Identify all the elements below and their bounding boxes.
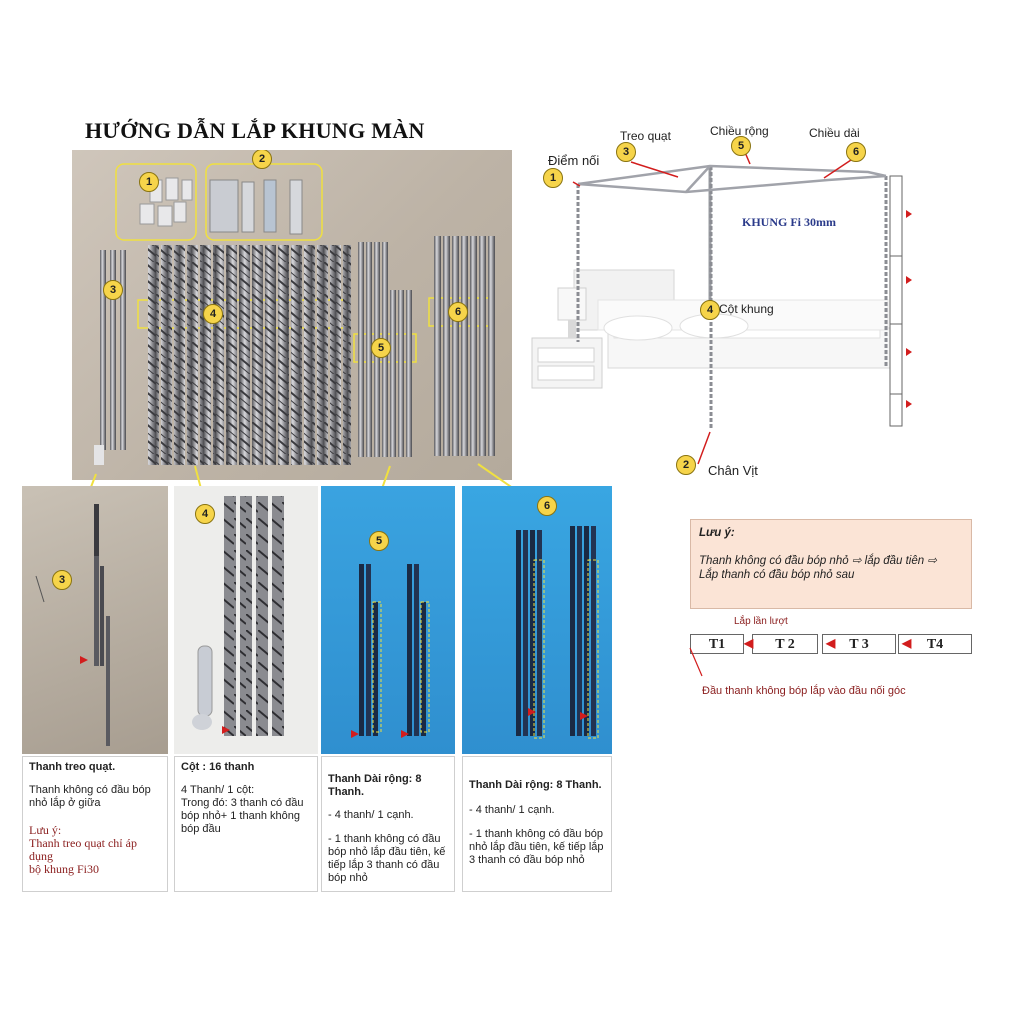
caption4-spacer — [469, 817, 605, 828]
badge-3: 3 — [103, 280, 123, 300]
label-width: Chiều rộng — [710, 124, 769, 138]
segment-t4: T4 — [898, 634, 972, 654]
caption2-line4: bóp đầu — [181, 823, 221, 835]
badge-4: 4 — [203, 304, 223, 324]
caption1-line1: Thanh không có đầu bóp — [29, 784, 151, 796]
caption4-line3: - 1 thanh không có đầu bóp — [469, 828, 603, 840]
bed-diagram — [528, 120, 948, 480]
segment-t1: T1 — [690, 634, 744, 654]
posts-photo — [174, 486, 318, 754]
caption3-line3: - 1 thanh không có đầu — [328, 833, 441, 845]
arrow-left-icon: ◀ — [744, 636, 754, 650]
caption4-title: Thanh Dài rộng: 8 Thanh. — [469, 779, 602, 791]
page-title: HƯỚNG DẪN LẮP KHUNG MÀN — [85, 118, 425, 143]
caption3-line4: bóp nhỏ lắp đầu tiên, kế — [328, 846, 446, 858]
caption2-title: Cột : 16 thanh — [181, 761, 255, 773]
caption1-title: Thanh treo quạt. — [29, 761, 116, 773]
badge-2: 2 — [252, 150, 272, 169]
caption-posts — [174, 756, 318, 892]
caption4-line4: nhỏ lắp đầu tiên, kế tiếp lắp — [469, 841, 604, 853]
parts-photo — [72, 150, 512, 480]
badge-1: 1 — [139, 172, 159, 192]
panel-length-rods — [462, 486, 612, 754]
twisted-posts — [138, 245, 351, 465]
caption-hang-rods — [22, 756, 168, 892]
panel2-badge: 4 — [195, 504, 215, 524]
caption3-title: Thanh Dài rộng: 8 — [328, 773, 422, 785]
badge-post: 4 — [700, 300, 720, 320]
badge-width: 5 — [731, 136, 751, 156]
sequence-footer: Đầu thanh không bóp lắp vào đầu nối góc — [702, 685, 906, 697]
caption3-title2: Thanh. — [328, 786, 365, 798]
caption3-line6: bóp nhỏ — [328, 872, 368, 884]
caption2-line2: Trong đó: 3 thanh có đầu — [181, 797, 304, 809]
parts-photo-drawing — [72, 150, 512, 480]
label-length: Chiều dài — [809, 126, 860, 140]
badge-length: 6 — [846, 142, 866, 162]
caption3-line1: - 4 thanh/ 1 cạnh. — [328, 809, 414, 821]
badge-hang: 3 — [616, 142, 636, 162]
label-joint: Điểm nối — [548, 153, 600, 168]
hang-rods-photo — [22, 486, 168, 754]
badge-6: 6 — [448, 302, 468, 322]
panel1-badge: 3 — [52, 570, 72, 590]
bed-frame-drawing — [528, 120, 948, 480]
caption1-line2: nhỏ lắp ở giữa — [29, 797, 101, 809]
caption3-spacer — [328, 822, 448, 833]
length-rods — [429, 236, 495, 456]
badge-joint: 1 — [543, 168, 563, 188]
caption1-note-title: Lưu ý: — [29, 823, 62, 837]
frame-name: KHUNG Fi 30mm — [742, 215, 836, 229]
arrow-left-icon: ◀ — [826, 636, 836, 650]
sequence-header: Lắp lần lượt — [734, 616, 788, 627]
screw-feet — [206, 164, 322, 240]
caption2-line3: bóp nhỏ+ 1 thanh không — [181, 810, 300, 822]
label-foot: Chân Vịt — [708, 463, 758, 478]
note-line2: Lắp thanh có đầu bóp nhỏ sau — [699, 569, 855, 581]
caption2-line1: 4 Thanh/ 1 cột: — [181, 784, 255, 796]
note-box — [690, 519, 972, 609]
note-title: Lưu ý: — [699, 527, 735, 539]
width-rods-photo — [321, 486, 455, 754]
pointer-line — [684, 646, 714, 680]
panel-posts — [174, 486, 318, 754]
caption4-line5: 3 thanh có đầu bóp nhỏ — [469, 854, 585, 866]
panel4-badge: 6 — [537, 496, 557, 516]
note-line1: Thanh không có đầu bóp nhỏ ⇨ lắp đầu tiên ⇨ — [699, 555, 937, 567]
label-post: Cột khung — [719, 302, 774, 316]
caption1-note-line2: bộ khung Fi30 — [29, 862, 100, 876]
arrow-left-icon: ◀ — [902, 636, 912, 650]
panel-width-rods — [321, 486, 455, 754]
caption3-line5: tiếp lắp 3 thanh có đầu — [328, 859, 440, 871]
label-hang: Treo quạt — [620, 129, 671, 143]
panel-hang-rods — [22, 486, 168, 754]
caption4-line1: - 4 thanh/ 1 cạnh. — [469, 804, 555, 816]
caption1-note-line1: Thanh treo quạt chỉ áp dụng — [29, 836, 137, 863]
segment-t3: T 3 — [822, 634, 896, 654]
length-rods-photo — [462, 486, 612, 754]
segment-t2: T 2 — [752, 634, 818, 654]
panel3-badge: 5 — [369, 531, 389, 551]
badge-foot: 2 — [676, 455, 696, 475]
badge-5: 5 — [371, 338, 391, 358]
caption-width-rods — [321, 756, 455, 892]
caption-length-rods — [462, 756, 612, 892]
